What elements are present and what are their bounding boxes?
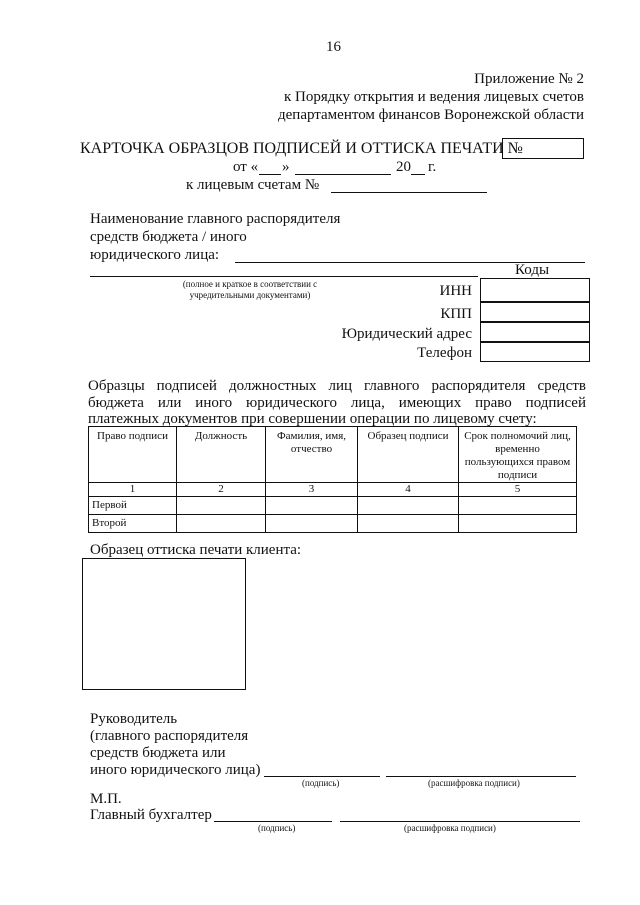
samples-intro-line-2: бюджета или иного юридического лица, имеющих право подписей bbox=[88, 395, 586, 411]
cell-second-position[interactable] bbox=[177, 515, 266, 533]
appendix-title: Приложение № 2 bbox=[474, 71, 584, 87]
head-decode-hint: (расшифровка подписи) bbox=[428, 778, 520, 788]
col-header-fullname: Фамилия, имя, отчество bbox=[266, 427, 358, 483]
kpp-label: КПП bbox=[440, 306, 472, 322]
head-label-3: средств бюджета или bbox=[90, 745, 226, 761]
inn-label: ИНН bbox=[439, 283, 472, 299]
legal-address-label: Юридический адрес bbox=[341, 326, 472, 342]
phone-field[interactable] bbox=[480, 342, 590, 362]
head-decode-field[interactable] bbox=[386, 776, 576, 777]
head-label-4: иного юридического лица) bbox=[90, 762, 261, 778]
col-header-position: Должность bbox=[177, 427, 266, 483]
accountant-sign-hint: (подпись) bbox=[258, 823, 296, 833]
appendix-line-2: к Порядку открытия и ведения лицевых счетов bbox=[283, 89, 584, 105]
row-label-second: Второй bbox=[89, 515, 177, 533]
accounts-field[interactable] bbox=[331, 192, 487, 193]
accounts-label: к лицевым счетам № bbox=[186, 177, 320, 193]
date-year-field[interactable] bbox=[411, 174, 425, 175]
year-prefix: 20 bbox=[396, 159, 411, 175]
table-row bbox=[89, 497, 577, 515]
cell-first-sample[interactable] bbox=[358, 497, 459, 515]
head-label-1: Руководитель bbox=[90, 711, 178, 727]
cell-second-term[interactable] bbox=[459, 515, 577, 533]
accountant-decode-hint: (расшифровка подписи) bbox=[404, 823, 496, 833]
head-sign-hint: (подпись) bbox=[302, 778, 340, 788]
date-month-field[interactable] bbox=[295, 174, 391, 175]
date-day-field[interactable] bbox=[259, 174, 281, 175]
accountant-label: Главный бухгалтер bbox=[90, 807, 212, 823]
col-header-sample: Образец подписи bbox=[358, 427, 459, 483]
cell-first-fullname[interactable] bbox=[266, 497, 358, 515]
col-number-3: 3 bbox=[266, 483, 358, 497]
page-number: 16 bbox=[326, 39, 341, 55]
codes-header: Коды bbox=[515, 262, 550, 278]
samples-intro-line-1: Образцы подписей должностных лиц главного распорядителя средств bbox=[88, 378, 586, 394]
stamp-box[interactable] bbox=[82, 558, 246, 690]
card-title: КАРТОЧКА ОБРАЗЦОВ ПОДПИСЕЙ И ОТТИСКА ПЕЧАТИ № bbox=[80, 140, 523, 157]
row-label-first: Первой bbox=[89, 497, 177, 515]
cell-second-fullname[interactable] bbox=[266, 515, 358, 533]
col-header-term: Срок полномочий лиц, временно пользующихся правом подписи bbox=[459, 427, 577, 483]
head-label-2: (главного распорядителя bbox=[90, 728, 249, 744]
stamp-label: Образец оттиска печати клиента: bbox=[90, 542, 302, 558]
head-signature-field[interactable] bbox=[264, 776, 380, 777]
inn-field[interactable] bbox=[480, 278, 590, 302]
col-number-4: 4 bbox=[358, 483, 459, 497]
year-suffix: г. bbox=[428, 159, 437, 175]
col-header-right: Право подписи bbox=[89, 427, 177, 483]
accountant-decode-field[interactable] bbox=[340, 821, 580, 822]
col-number-2: 2 bbox=[177, 483, 266, 497]
kpp-field[interactable] bbox=[480, 302, 590, 322]
legal-address-field[interactable] bbox=[480, 322, 590, 342]
accountant-signature-field[interactable] bbox=[214, 821, 332, 822]
cell-first-position[interactable] bbox=[177, 497, 266, 515]
samples-intro-line-3: платежных документов при совершении операции по лицевому счету: bbox=[88, 411, 537, 427]
table-row bbox=[89, 515, 577, 533]
manager-label-3: юридического лица: bbox=[90, 247, 220, 263]
date-close-quote: » bbox=[282, 159, 290, 175]
manager-label-2: средств бюджета / иного bbox=[90, 229, 247, 245]
cell-second-sample[interactable] bbox=[358, 515, 459, 533]
phone-label: Телефон bbox=[417, 345, 472, 361]
cell-first-term[interactable] bbox=[459, 497, 577, 515]
signature-table bbox=[88, 426, 577, 533]
card-number-field[interactable] bbox=[502, 138, 584, 159]
manager-label-1: Наименование главного распорядителя bbox=[90, 211, 341, 227]
appendix-line-3: департаментом финансов Воронежской области bbox=[278, 107, 584, 123]
manager-name-field-2[interactable] bbox=[90, 276, 478, 277]
mp-label: М.П. bbox=[90, 791, 122, 807]
manager-name-hint: (полное и краткое в соответствии с учредительными документами) bbox=[182, 279, 318, 300]
col-number-1: 1 bbox=[89, 483, 177, 497]
col-number-5: 5 bbox=[459, 483, 577, 497]
date-from-label: от « bbox=[233, 159, 259, 175]
